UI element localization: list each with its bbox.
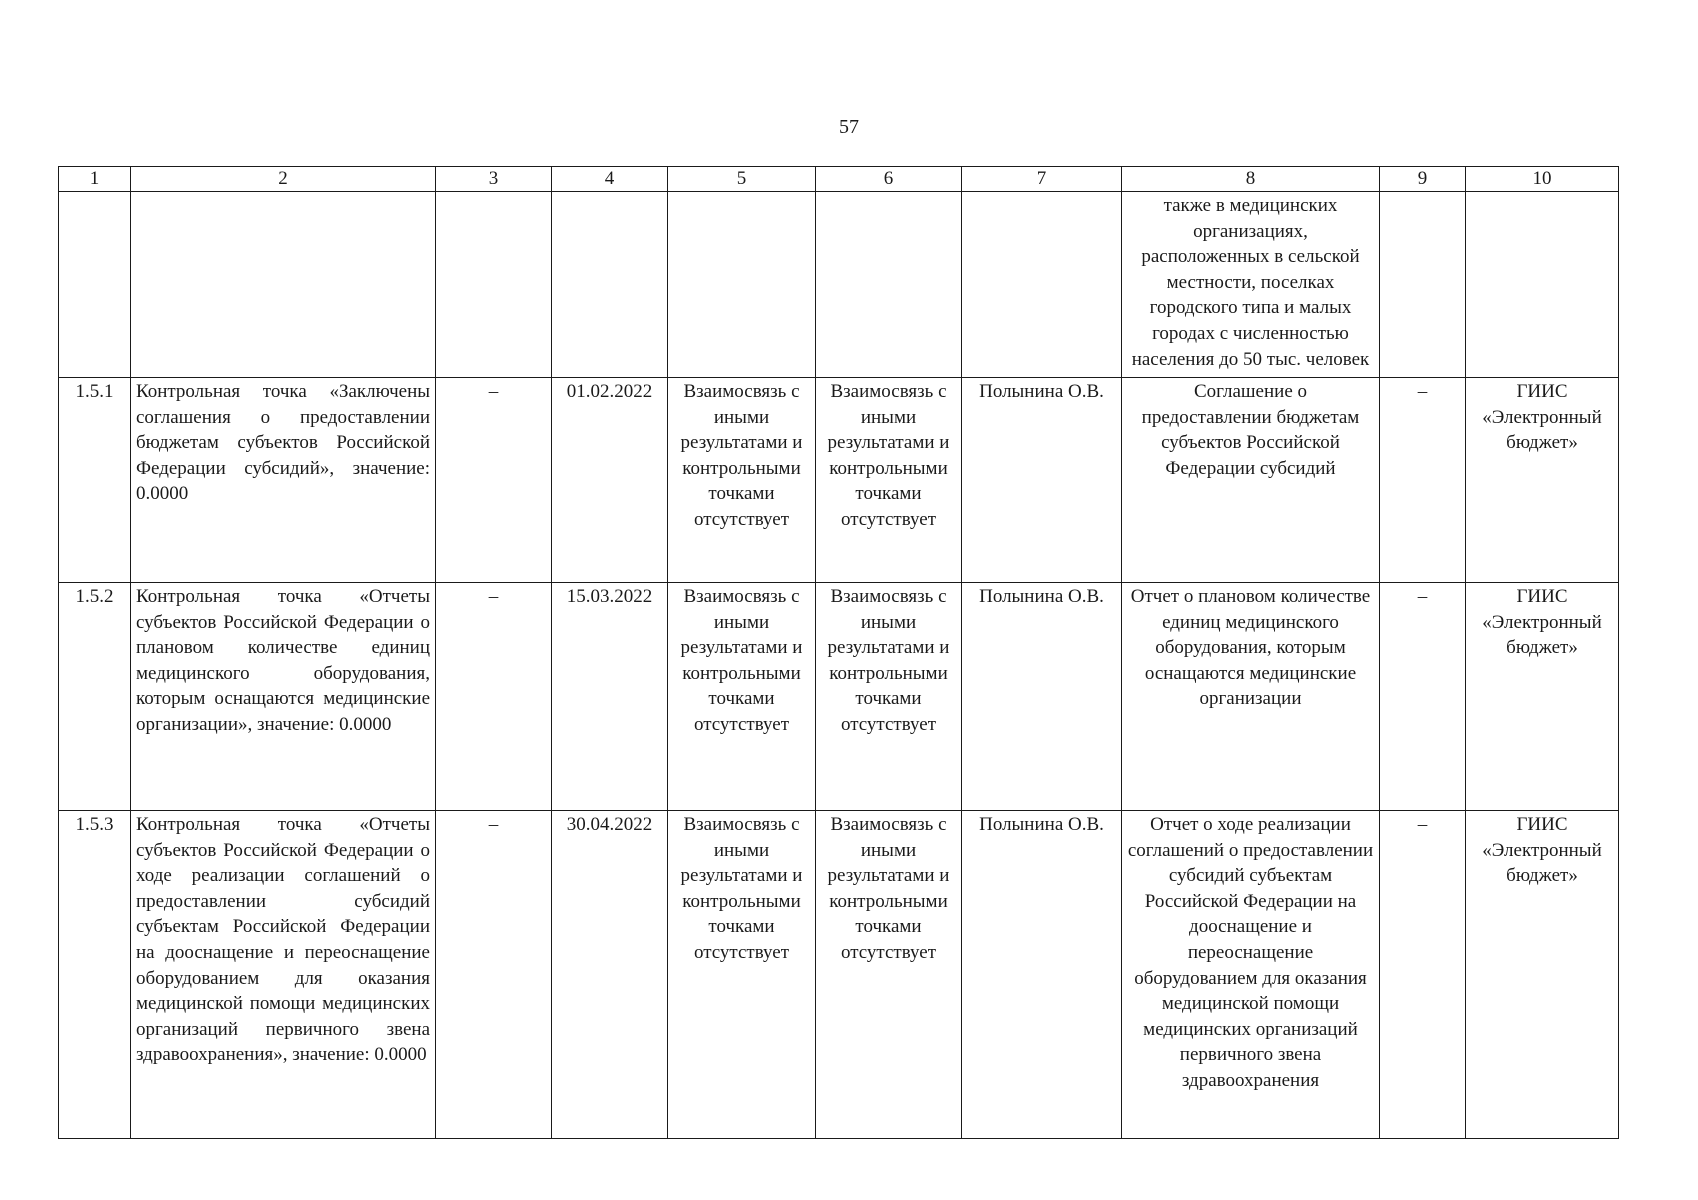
dash-cell: – bbox=[1380, 583, 1466, 811]
empty-cell bbox=[816, 192, 962, 378]
table-row bbox=[59, 583, 1619, 811]
page-number: 57 bbox=[839, 116, 859, 138]
empty-cell bbox=[436, 192, 552, 378]
relation-text: Взаимосвязь с иными результатами и контрольными точками отсутствует bbox=[816, 811, 962, 1139]
empty-cell bbox=[962, 192, 1122, 378]
dash-cell: – bbox=[436, 811, 552, 1139]
column-number-cell: 4 bbox=[552, 167, 668, 192]
row-id: 1.5.3 bbox=[59, 811, 131, 1139]
column-number-cell: 3 bbox=[436, 167, 552, 192]
column-number-row bbox=[59, 167, 1619, 192]
due-date: 30.04.2022 bbox=[552, 811, 668, 1139]
table-row bbox=[59, 378, 1619, 583]
relation-text: Взаимосвязь с иными результатами и контрольными точками отсутствует bbox=[816, 583, 962, 811]
responsible-person: Полынина О.В. bbox=[962, 811, 1122, 1139]
empty-cell bbox=[1380, 192, 1466, 378]
continuation-row bbox=[59, 192, 1619, 378]
control-point-description: Контрольная точка «Отчеты субъектов Российской Федерации о плановом количестве единиц медицинского оборудования, которым оснащаются медицинские организации», значение: 0.0000 bbox=[131, 583, 436, 811]
relation-text: Взаимосвязь с иными результатами и контрольными точками отсутствует bbox=[668, 378, 816, 583]
continuation-document-text: также в медицинских организациях, расположенных в сельской местности, поселках городского типа и малых городах с численностью населения до 50 тыс. человек bbox=[1122, 192, 1380, 378]
empty-cell bbox=[1466, 192, 1619, 378]
due-date: 15.03.2022 bbox=[552, 583, 668, 811]
column-number-cell: 2 bbox=[131, 167, 436, 192]
column-number-cell: 1 bbox=[59, 167, 131, 192]
column-number-cell: 10 bbox=[1466, 167, 1619, 192]
empty-cell bbox=[131, 192, 436, 378]
dash-cell: – bbox=[436, 583, 552, 811]
control-points-table bbox=[58, 166, 1619, 1139]
result-document: Отчет о ходе реализации соглашений о предоставлении субсидий субъектам Российской Федерации на дооснащение и переоснащение оборудованием для оказания медицинской помощи медицинских организаций первичного звена здравоохранения bbox=[1122, 811, 1380, 1139]
row-id: 1.5.2 bbox=[59, 583, 131, 811]
column-number-cell: 8 bbox=[1122, 167, 1380, 192]
empty-cell bbox=[59, 192, 131, 378]
due-date: 01.02.2022 bbox=[552, 378, 668, 583]
column-number-cell: 7 bbox=[962, 167, 1122, 192]
empty-cell bbox=[668, 192, 816, 378]
column-number-cell: 6 bbox=[816, 167, 962, 192]
table-row bbox=[59, 811, 1619, 1139]
information-system: ГИИС «Электронный бюджет» bbox=[1466, 811, 1619, 1139]
information-system: ГИИС «Электронный бюджет» bbox=[1466, 583, 1619, 811]
result-document: Отчет о плановом количестве единиц медицинского оборудования, которым оснащаются медицинские организации bbox=[1122, 583, 1380, 811]
relation-text: Взаимосвязь с иными результатами и контрольными точками отсутствует bbox=[816, 378, 962, 583]
responsible-person: Полынина О.В. bbox=[962, 378, 1122, 583]
responsible-person: Полынина О.В. bbox=[962, 583, 1122, 811]
row-id: 1.5.1 bbox=[59, 378, 131, 583]
relation-text: Взаимосвязь с иными результатами и контрольными точками отсутствует bbox=[668, 583, 816, 811]
dash-cell: – bbox=[1380, 811, 1466, 1139]
dash-cell: – bbox=[436, 378, 552, 583]
result-document: Соглашение о предоставлении бюджетам субъектов Российской Федерации субсидий bbox=[1122, 378, 1380, 583]
column-number-cell: 5 bbox=[668, 167, 816, 192]
column-number-cell: 9 bbox=[1380, 167, 1466, 192]
control-point-description: Контрольная точка «Отчеты субъектов Российской Федерации о ходе реализации соглашений о предоставлении субсидий субъектам Российской Федерации на дооснащение и переоснащение оборудованием для оказания медицинской помощи медицинских организаций первичного звена здравоохранения», значение: 0.0000 bbox=[131, 811, 436, 1139]
dash-cell: – bbox=[1380, 378, 1466, 583]
control-point-description: Контрольная точка «Заключены соглашения о предоставлении бюджетам субъектов Российской Федерации субсидий», значение: 0.0000 bbox=[131, 378, 436, 583]
information-system: ГИИС «Электронный бюджет» bbox=[1466, 378, 1619, 583]
relation-text: Взаимосвязь с иными результатами и контрольными точками отсутствует bbox=[668, 811, 816, 1139]
empty-cell bbox=[552, 192, 668, 378]
